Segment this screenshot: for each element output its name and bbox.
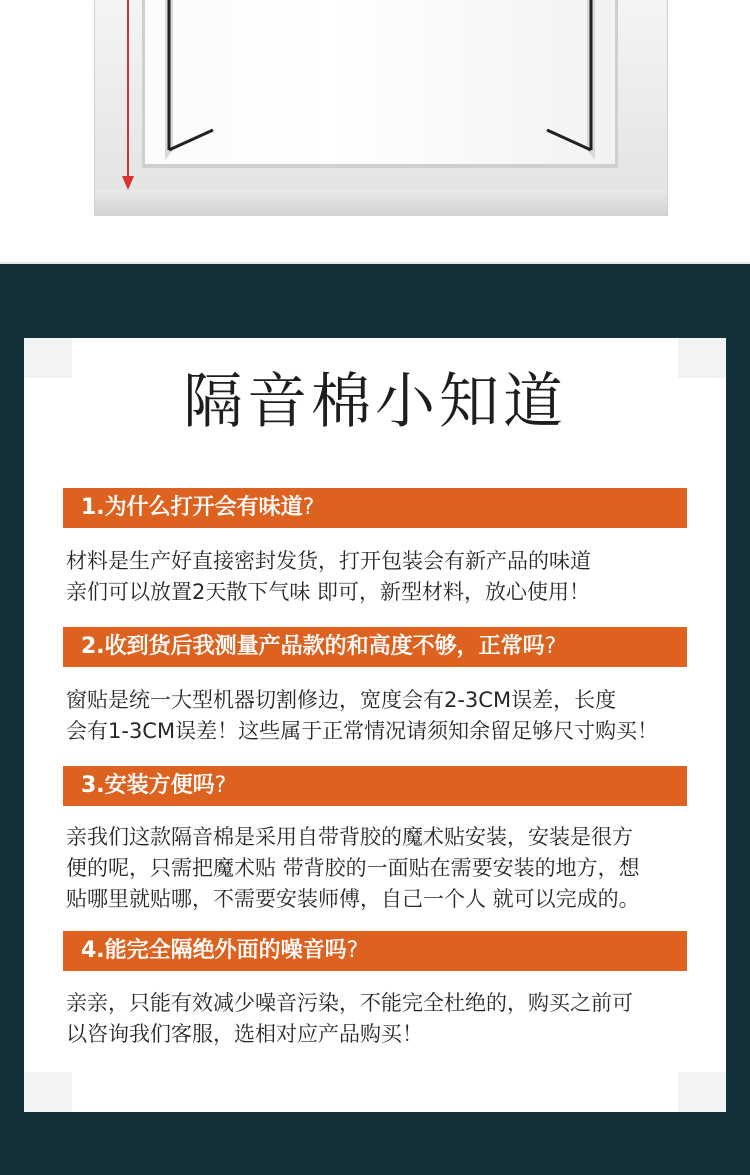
body-line: 亲亲，只能有效减少噪音污染，不能完全杜绝的，购买之前可 (66, 991, 633, 1015)
body-line: 材料是生产好直接密封发货，打开包装会有新产品的味道 (66, 549, 591, 573)
section-body-4 (66, 988, 694, 1050)
section-heading-1 (63, 488, 687, 528)
body-line: 亲们可以放置2天散下气味 即可，新型材料，放心使用！ (66, 580, 591, 604)
window-frame (94, 0, 668, 216)
card-corner (678, 1072, 726, 1112)
section-heading-3 (63, 766, 687, 806)
window-photo (0, 0, 750, 264)
body-line: 亲我们这款隔音棉是采用自带背胶的魔术贴安装，安装是很方 (66, 825, 633, 849)
question-mark: ? (214, 773, 227, 798)
measure-arrow-icon (120, 0, 136, 192)
question-mark: ? (302, 495, 315, 520)
question-mark: ? (346, 938, 359, 963)
page-title: 隔音棉小知道 (183, 367, 567, 437)
body-line: 贴哪里就贴哪，不需要安装师傅，自己一个人 就可以完成的。 (66, 887, 640, 911)
window-sill (95, 190, 667, 216)
section-heading-text: 1.为什么打开会有味道 (81, 495, 303, 520)
section-body-3 (66, 822, 694, 915)
question-mark: ? (544, 634, 557, 659)
card-corner (24, 1072, 72, 1112)
body-line: 窗贴是统一大型机器切割修边，宽度会有2-3CM误差，长度 (66, 688, 617, 712)
body-line: 便的呢，只需把魔术贴 带背胶的一面贴在需要安装的地方，想 (66, 856, 640, 880)
section-heading-text: 4.能完全隔绝外面的噪音吗 (81, 938, 347, 963)
left-sash (165, 0, 215, 160)
section-heading-text: 2.收到货后我测量产品款的和高度不够，正常吗 (81, 634, 545, 659)
section-heading-2 (63, 627, 687, 667)
body-line: 以咨询我们客服，选相对应产品购买！ (66, 1022, 423, 1046)
body-line: 会有1-3CM误差！这些属于正常情况请须知余留足够尺寸购买！ (66, 719, 659, 743)
section-body-2 (66, 685, 694, 747)
section-heading-4 (63, 931, 687, 971)
section-body-1 (66, 546, 694, 608)
section-heading-text: 3.安装方便吗 (81, 773, 215, 798)
right-sash (545, 0, 595, 160)
